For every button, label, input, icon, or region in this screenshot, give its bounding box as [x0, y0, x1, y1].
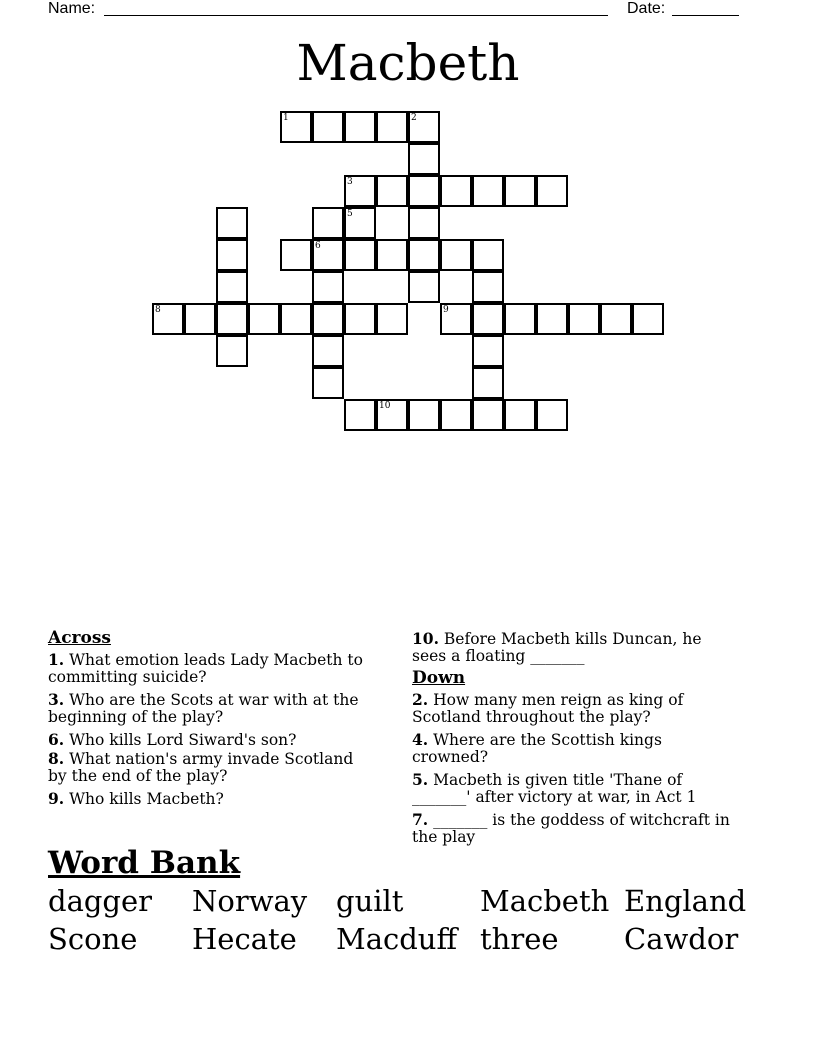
clue-text: _______ is the goddess of witchcraft in the play	[412, 811, 730, 846]
crossword-cell[interactable]	[568, 303, 600, 335]
clue-down-5	[412, 771, 740, 806]
clues-left-column	[48, 630, 376, 813]
crossword-cell[interactable]	[184, 303, 216, 335]
crossword-cell[interactable]	[312, 367, 344, 399]
word-bank-item: dagger	[48, 884, 153, 918]
name-label: Name:	[48, 0, 96, 17]
word-bank-item: three	[480, 922, 559, 956]
cell-number: 1	[283, 113, 289, 123]
clue-text: Who kills Macbeth?	[69, 790, 224, 808]
clue-across-6	[48, 731, 376, 749]
crossword-cell[interactable]	[472, 271, 504, 303]
crossword-cell[interactable]	[472, 335, 504, 367]
word-bank-item: Norway	[192, 884, 308, 918]
crossword-grid	[0, 0, 816, 440]
clue-text: Macbeth is given title 'Thane of _______' after victory at war, in Act 1	[412, 771, 697, 806]
crossword-cell[interactable]	[216, 239, 248, 271]
clue-across-10	[412, 630, 740, 665]
clue-across-8	[48, 750, 376, 785]
crossword-cell[interactable]	[440, 239, 472, 271]
clue-number: 1.	[48, 650, 65, 669]
date-label: Date:	[627, 0, 666, 17]
clue-text: Where are the Scottish kings crowned?	[412, 731, 662, 766]
clue-number: 3.	[48, 690, 65, 709]
cell-number: 2	[411, 113, 417, 123]
crossword-cell[interactable]	[472, 303, 504, 335]
clue-down-2	[412, 691, 740, 726]
clue-across-1	[48, 651, 376, 686]
clue-number: 2.	[412, 690, 429, 709]
crossword-cell[interactable]	[312, 335, 344, 367]
clue-number: 7.	[412, 810, 429, 829]
crossword-cell[interactable]	[216, 303, 248, 335]
word-bank-item: Scone	[48, 922, 138, 956]
page-title: Macbeth	[296, 34, 520, 92]
crossword-cell[interactable]	[216, 207, 248, 239]
clue-number: 4.	[412, 730, 429, 749]
crossword-cell[interactable]	[280, 303, 312, 335]
crossword-cell[interactable]	[312, 239, 344, 271]
clue-number: 10.	[412, 629, 439, 648]
crossword-cell[interactable]	[504, 303, 536, 335]
clue-down-4	[412, 731, 740, 766]
clue-number: 5.	[412, 770, 429, 789]
crossword-cell[interactable]	[408, 111, 440, 143]
crossword-cell[interactable]	[312, 207, 344, 239]
crossword-cell[interactable]	[408, 207, 440, 239]
clue-number: 9.	[48, 789, 65, 808]
word-bank-item: guilt	[336, 884, 404, 918]
clue-text: What nation's army invade Scotland by the end of the play?	[48, 750, 354, 785]
crossword-cell[interactable]	[376, 239, 408, 271]
crossword-cell[interactable]	[408, 175, 440, 207]
crossword-cell[interactable]	[472, 367, 504, 399]
clue-text: What emotion leads Lady Macbeth to committing suicide?	[48, 651, 363, 686]
crossword-cell[interactable]	[600, 303, 632, 335]
crossword-cell[interactable]	[376, 303, 408, 335]
crossword-cell[interactable]	[344, 239, 376, 271]
crossword-cell[interactable]	[344, 207, 376, 239]
clues-right-column	[412, 630, 740, 851]
crossword-cell[interactable]	[408, 239, 440, 271]
crossword-cell[interactable]	[408, 271, 440, 303]
crossword-cell[interactable]	[504, 175, 536, 207]
crossword-cell[interactable]	[536, 399, 568, 431]
clue-across-9	[48, 790, 376, 808]
crossword-cell[interactable]	[472, 175, 504, 207]
crossword-cell[interactable]	[344, 175, 376, 207]
crossword-cell[interactable]	[312, 303, 344, 335]
crossword-cell[interactable]	[632, 303, 664, 335]
crossword-cell[interactable]	[440, 399, 472, 431]
crossword-cell[interactable]	[344, 303, 376, 335]
clue-down-7	[412, 811, 740, 846]
word-bank-item: Macduff	[336, 922, 458, 956]
word-bank	[48, 882, 768, 958]
crossword-cell[interactable]	[376, 399, 408, 431]
clue-text: How many men reign as king of Scotland throughout the play?	[412, 691, 684, 726]
cell-number: 9	[443, 305, 449, 315]
crossword-cell[interactable]	[152, 303, 184, 335]
clue-text: Who kills Lord Siward's son?	[69, 731, 297, 749]
crossword-cell[interactable]	[216, 271, 248, 303]
crossword-cell[interactable]	[280, 239, 312, 271]
crossword-cell[interactable]	[216, 335, 248, 367]
word-bank-item: England	[624, 884, 747, 918]
word-bank-title: Word Bank	[48, 845, 241, 881]
cell-number: 10	[379, 401, 391, 411]
cell-number: 5	[347, 209, 353, 219]
crossword-cell[interactable]	[408, 143, 440, 175]
crossword-cell[interactable]	[376, 175, 408, 207]
crossword-cell[interactable]	[504, 399, 536, 431]
crossword-cell[interactable]	[248, 303, 280, 335]
crossword-cell[interactable]	[440, 303, 472, 335]
crossword-cell[interactable]	[536, 303, 568, 335]
crossword-cell[interactable]	[312, 111, 344, 143]
across-heading: Across	[48, 628, 111, 648]
cell-number: 3	[347, 177, 353, 187]
down-heading: Down	[412, 668, 466, 688]
word-bank-item: Hecate	[192, 922, 297, 956]
word-bank-item: Cawdor	[624, 922, 739, 956]
crossword-cell[interactable]	[472, 239, 504, 271]
crossword-cell[interactable]	[280, 111, 312, 143]
crossword-cell[interactable]	[344, 399, 376, 431]
crossword-cell[interactable]	[344, 111, 376, 143]
cell-number: 8	[155, 305, 161, 315]
cell-number: 6	[315, 241, 321, 251]
crossword-cell[interactable]	[440, 175, 472, 207]
clue-number: 6.	[48, 730, 65, 749]
crossword-cell[interactable]	[408, 399, 440, 431]
word-bank-item: Macbeth	[480, 884, 610, 918]
crossword-cell[interactable]	[312, 271, 344, 303]
crossword-cell[interactable]	[536, 175, 568, 207]
clue-number: 8.	[48, 749, 65, 768]
clue-across-3	[48, 691, 376, 726]
clue-text: Who are the Scots at war with at the beginning of the play?	[48, 691, 359, 726]
crossword-cell[interactable]	[472, 399, 504, 431]
crossword-cell[interactable]	[376, 111, 408, 143]
clue-text: Before Macbeth kills Duncan, he sees a floating _______	[412, 630, 702, 665]
